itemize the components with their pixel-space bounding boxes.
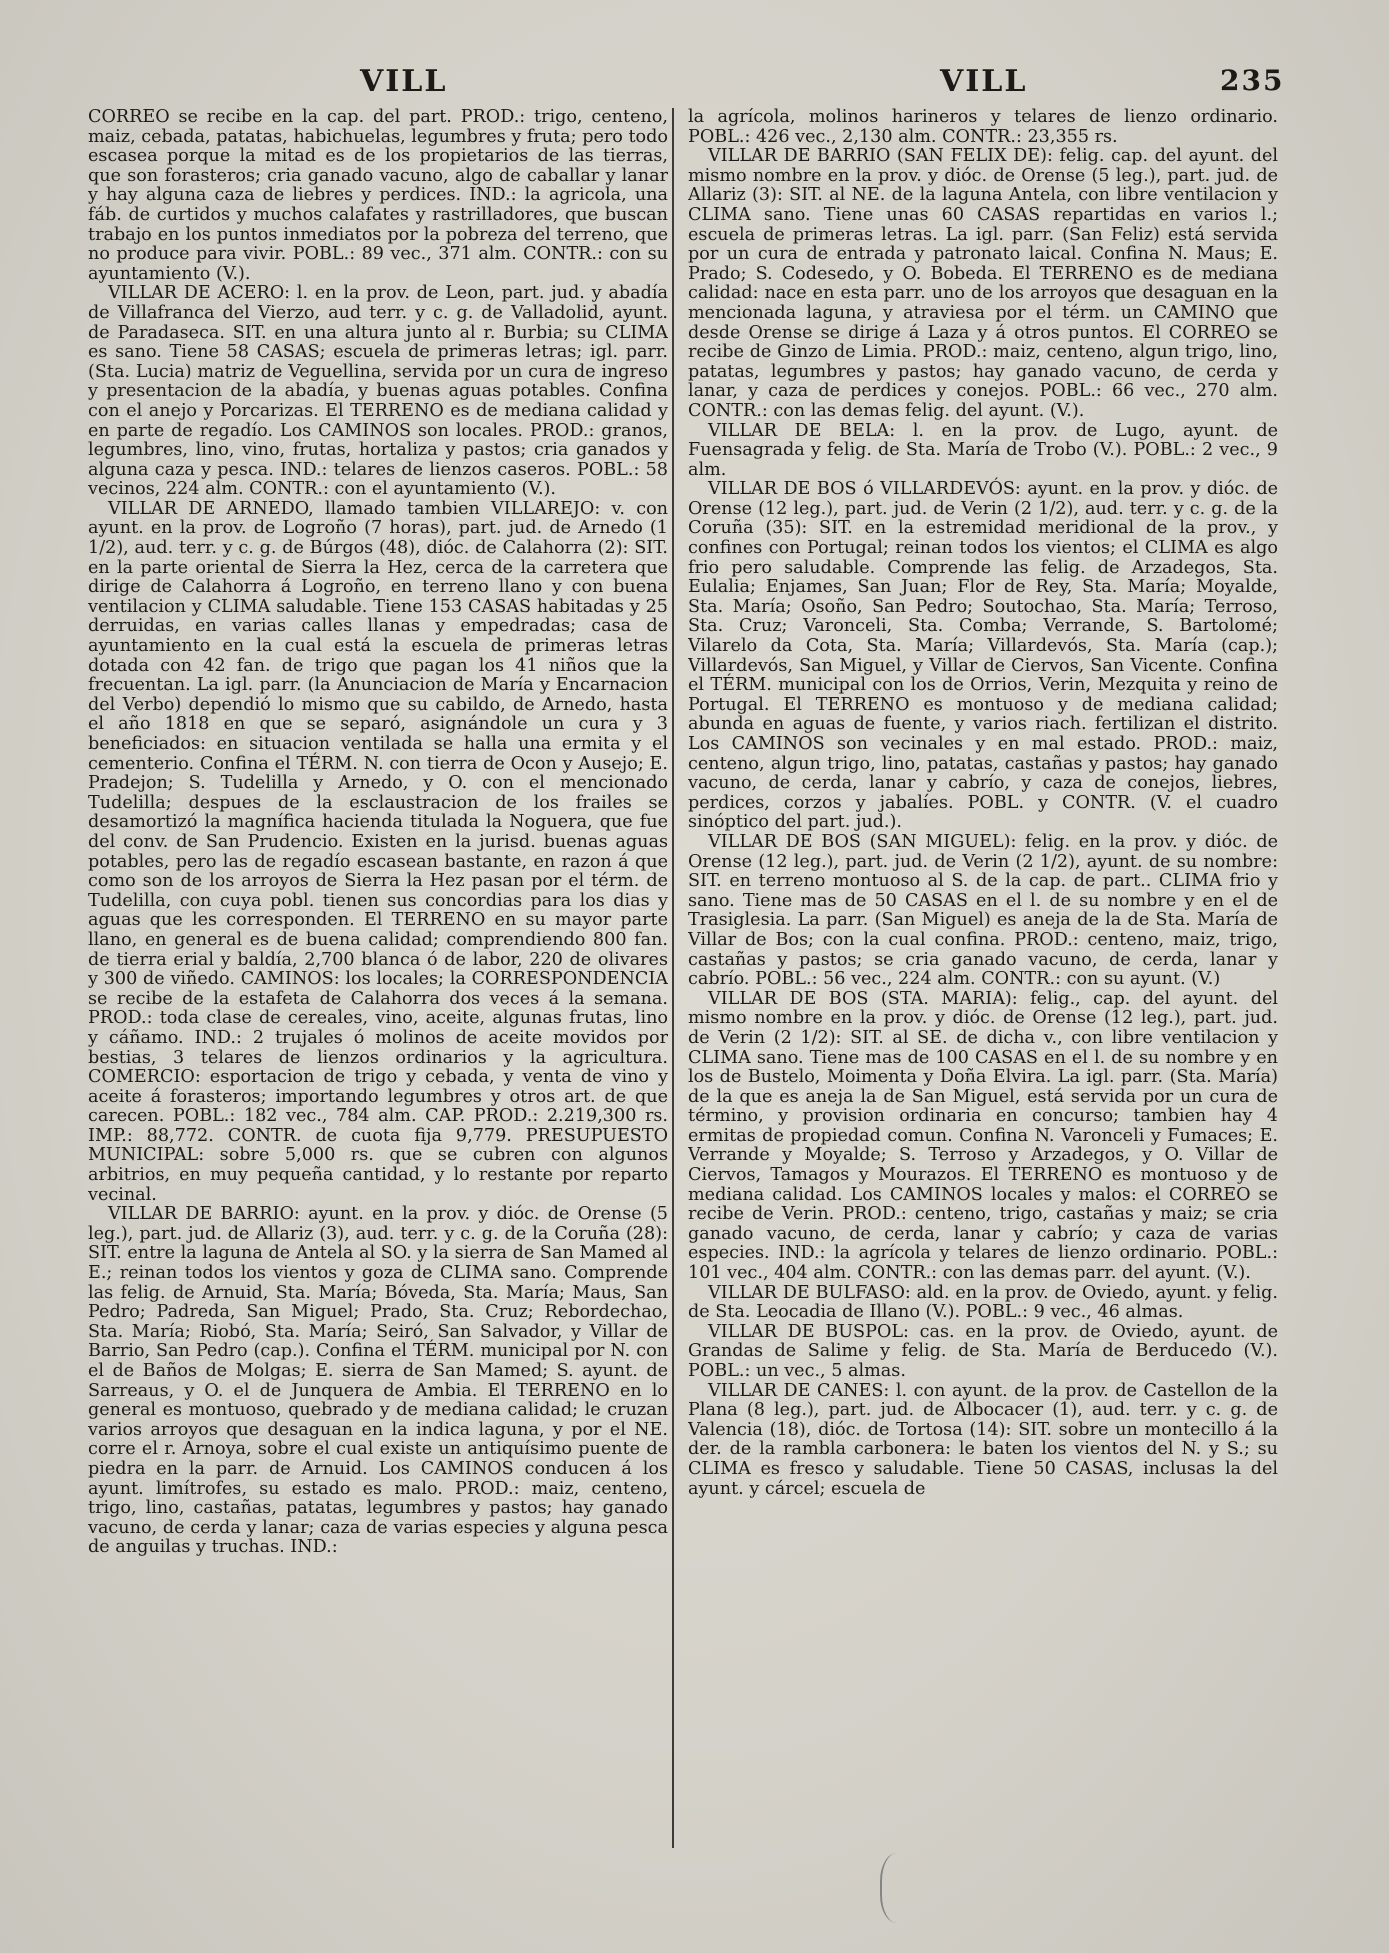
column-divider — [672, 108, 674, 1848]
paragraph: VILLAR DE BOS (STA. MARIA): felig., cap. del ayunt. del mismo nombre en la prov. y dióc. de Orense (12 leg.), part. jud. de Verin (2 1/2): SIT. al SE. de dicha v., con libre ventilacion y CLIMA sano. Tiene mas de 100 CASAS en el l. de su nombre y en los de Bustelo, Moimenta y Doña Elvira. La igl. parr. (Sta. María) de la que es aneja la de San Miguel, está servida por un cura de término, y provision ordinaria en concurso; tambien hay 4 ermitas de propiedad comun. Confina N. Varonceli y Fumaces; E. Verrande y Moyalde; S. Terroso y Arzadegos, y O. Villar de Ciervos, Tamagos y Mourazos. El TERRENO es montuoso y de mediana calidad. Los CAMINOS locales y malos: el CORREO se recibe de Verin. PROD.: centeno, trigo, castañas y maiz; se cria ganado vacuno, de cerda, lanar y cabrío; y caza de varias especies. IND.: la agrícola y telares de lienzo ordinario. POBL.: 101 vec., 404 alm. CONTR.: con las demas parr. del ayunt. (V.). — [688, 988, 1278, 1284]
paragraph: VILLAR DE BULFASO: ald. en la prov. de Oviedo, ayunt. y felig. de Sta. Leocadia de Illano (V.). POBL.: 9 vec., 46 almas. — [688, 1282, 1278, 1323]
paragraph: VILLAR DE BARRIO: ayunt. en la prov. y dióc. de Orense (5 leg.), part. jud. de Allariz (3), aud. terr. y c. g. de la Coruña (28): SIT. entre la laguna de Antela al SO. y la sierra de San Mamed al E.; reinan todos los vientos y goza de CLIMA sano. Comprende las felig. de Arnuid, Sta. María; Bóveda, Sta. María; Maus, San Pedro; Padreda, San Miguel; Prado, Sta. Cruz; Rebordechao, Sta. María; Riobó, Sta. María; Seiró, San Salvador, y Villar de Barrio, San Pedro (cap.). Confina el TÉRM. municipal por N. con el de Baños de Molgas; E. sierra de San Mamed; S. ayunt. de Sarreaus, y O. el de Junquera de Ambia. El TERRENO en lo general es montuoso, quebrado y de mediana calidad; le cruzan varios arroyos que desaguan en la indica laguna, y por el NE. corre el r. Arnoya, sobre el cual existe un antiquísimo puente de piedra en la parr. de Arnuid. Los CAMINOS conducen á los ayunt. limítrofes, su estado es malo. PROD.: maiz, centeno, trigo, lino, castañas, patatas, legumbres y pastos; hay ganado vacuno, de cerda y lanar; caza de varias especies y alguna pesca de anguilas y truchas. IND.: — [88, 1204, 668, 1558]
paragraph: VILLAR DE CANES: l. con ayunt. de la prov. de Castellon de la Plana (8 leg.), part. jud. de Albocacer (1), aud. terr. y c. g. de Valencia (18), dióc. de Tortosa (14): SIT. sobre un montecillo á la der. de la rambla carbonera: le baten los vientos del N. y S.; su CLIMA es fresco y saludable. Tiene 50 CASAS, inclusas la del ayunt. y cárcel; escuela de — [688, 1380, 1278, 1499]
paragraph: CORREO se recibe en la cap. del part. PROD.: trigo, centeno, maiz, cebada, patatas, habichuelas, legumbres y fruta; pero todo escasea porque la mitad es de los propietarios de las tierras, que son forasteros; cria ganado vacuno, algo de caballar y lanar y hay alguna caza de liebres y perdices. IND.: la agricola, una fáb. de curtidos y muchos calafates y rastrilladores, que buscan trabajo en los puntos inmediatos por la pobreza del terreno, que no produce para vivir. POBL.: 89 vec., 371 alm. CONTR.: con su ayuntamiento (V.). — [88, 108, 668, 284]
paragraph: VILLAR DE ACERO: l. en la prov. de Leon, part. jud. y abadía de Villafranca del Vierzo, aud terr. y c. g. de Valladolid, ayunt. de Paradaseca. SIT. en una altura junto al r. Burbia; su CLIMA es sano. Tiene 58 CASAS; escuela de primeras letras; igl. parr. (Sta. Lucia) matriz de Veguellina, servida por un cura de ingreso y presentacion de la abadía, y buenas aguas potables. Confina con el anejo y Porcarizas. El TERRENO es de mediana calidad y en parte de regadío. Los CAMINOS son locales. PROD.: granos, legumbres, lino, vino, frutas, hortaliza y pastos; cria ganados y alguna caza y pesca. IND.: telares de lienzos caseros. POBL.: 58 vecinos, 224 alm. CONTR.: con el ayuntamiento (V.). — [88, 283, 668, 500]
left-column — [88, 108, 668, 1868]
margin-pencil-mark — [880, 1853, 922, 1923]
paragraph: VILLAR DE BARRIO (SAN FELIX DE): felig. cap. del ayunt. del mismo nombre en la prov. y dióc. de Orense (5 leg.), part. jud. de Allariz (3): SIT. al NE. de la laguna Antela, con libre ventilacion y CLIMA sano. Tiene unas 60 CASAS repartidas en varios l.; escuela de primeras letras. La igl. parr. (San Feliz) está servida por un cura de entrada y patronato laical. Confina N. Maus; E. Prado; S. Codesedo, y O. Bobeda. El TERRENO es de mediana calidad: nace en esta parr. uno de los arroyos que desaguan en la mencionada laguna, y atraviesa por el térm. un CAMINO que desde Orense se dirige á Laza y á otros puntos. El CORREO se recibe de Ginzo de Limia. PROD.: maiz, centeno, algun trigo, lino, patatas, legumbres y pastos; hay ganado vacuno, de cerda y lanar, y caza de perdices y conejos. POBL.: 66 vec., 270 alm. CONTR.: con las demas felig. del ayunt. (V.). — [688, 146, 1278, 421]
right-column — [688, 108, 1278, 1868]
page-number: 235 — [1220, 64, 1285, 97]
paragraph: la agrícola, molinos harineros y telares de lienzo ordinario. POBL.: 426 vec., 2,130 alm. CONTR.: 23,355 rs. — [688, 108, 1278, 147]
running-header-left: VILL — [360, 64, 448, 99]
paragraph: VILLAR DE BOS ó VILLARDEVÓS: ayunt. en la prov. y dióc. de Orense (12 leg.), part. jud. de Verin (2 1/2), aud. terr. y c. g. de la Coruña (35): SIT. en la estremidad meridional de la prov., y confines con Portugal; reinan todos los vientos; el CLIMA es algo frio pero saludable. Comprende las felig. de Arzadegos, Sta. Eulalia; Enjames, San Juan; Flor de Rey, Sta. María; Moyalde, Sta. María; Osoño, San Pedro; Soutochao, Sta. María; Terroso, Sta. Cruz; Varonceli, Sta. Comba; Verrande, S. Bartolomé; Vilarelo da Cota, Sta. María; Villardevós, Sta. María (cap.); Villardevós, San Miguel, y Villar de Ciervos, San Vicente. Confina el TÉRM. municipal con los de Orrios, Verin, Mezquita y reino de Portugal. El TERRENO es montuoso y de mediana calidad; abunda en aguas de fuente, y varios riach. fertilizan el distrito. Los CAMINOS son vecinales y en mal estado. PROD.: maiz, centeno, algun trigo, lino, patatas, castañas y pastos; hay ganado vacuno, de cerda, lanar y cabrío, y caza de conejos, liebres, perdices, corzos y jabalíes. POBL. y CONTR. (V. el cuadro sinóptico del part. jud.). — [688, 479, 1278, 833]
paragraph: VILLAR DE BUSPOL: cas. en la prov. de Oviedo, ayunt. de Grandas de Salime y felig. de Sta. María de Berducedo (V.). POBL.: un vec., 5 almas. — [688, 1321, 1278, 1381]
running-header-right: VILL — [940, 64, 1028, 99]
paragraph: VILLAR DE ARNEDO, llamado tambien VILLAREJO: v. con ayunt. en la prov. de Logroño (7 horas), part. jud. de Arnedo (1 1/2), aud. terr. y c. g. de Búrgos (48), dióc. de Calahorra (2): SIT. en la parte oriental de Sierra la Hez, cerca de la carretera que dirige de Calahorra á Logroño, en terreno llano y con buena ventilacion y CLIMA saludable. Tiene 153 CASAS habitadas y 25 derruidas, en varias calles llanas y empedradas; casa de ayuntamiento en la cual está la escuela de primeras letras dotada con 42 fan. de trigo que pagan los 41 niños que la frecuentan. La igl. parr. (la Anunciacion de María y Encarnacion del Verbo) dependió lo mismo que su cabildo, de Arnedo, hasta el año 1818 en que se separó, asignándole un cura y 3 beneficiados: en situacion ventilada se halla una ermita y el cementerio. Confina el TÉRM. N. con tierra de Ocon y Ausejo; E. Pradejon; S. Tudelilla y Arnedo, y O. con el mencionado Tudelilla; despues de la esclaustracion de los frailes se desamortizó la magnífica hacienda titulada la Noguera, que fue del conv. de San Prudencio. Existen en la jurisd. buenas aguas potables, pero las de regadío escasean bastante, en razon á que como son de los arroyos de Sierra la Hez pasan por el térm. de Tudelilla, con cuya pobl. tienen sus concordias para los dias y aguas que les corresponden. El TERRENO en su mayor parte llano, en general es de buena calidad; comprendiendo 800 fan. de tierra erial y baldía, 2,700 blanca ó de labor, 220 de olivares y 300 de viñedo. CAMINOS: los locales; la CORRESPONDENCIA se recibe de la estafeta de Calahorra dos veces á la semana. PROD.: toda clase de cereales, vino, aceite, algunas frutas, lino y cáñamo. IND.: 2 trujales ó molinos de aceite movidos por bestias, 3 telares de lienzos ordinarios y la agricultura. COMERCIO: esportacion de trigo y cebada, y venta de vino y aceite á forasteros; importando legumbres y otros art. de que carecen. POBL.: 182 vec., 784 alm. CAP. PROD.: 2.219,300 rs. IMP.: 88,772. CONTR. de cuota fija 9,779. PRESUPUESTO MUNICIPAL: sobre 5,000 rs. que se cubren con algunos arbitrios, en muy pequeña cantidad, y lo restante por reparto vecinal. — [88, 498, 668, 1205]
paragraph: VILLAR DE BELA: l. en la prov. de Lugo, ayunt. de Fuensagrada y felig. de Sta. María de Trobo (V.). POBL.: 2 vec., 9 alm. — [688, 420, 1278, 480]
paragraph: VILLAR DE BOS (SAN MIGUEL): felig. en la prov. y dióc. de Orense (12 leg.), part. jud. de Verin (2 1/2), ayunt. de su nombre: SIT. en terreno montuoso al S. de la cap. de part.. CLIMA frio y sano. Tiene mas de 50 CASAS en el l. de su nombre y en el de Trasiglesia. La parr. (San Miguel) es aneja de la de Sta. María de Villar de Bos; con la cual confina. PROD.: centeno, maiz, trigo, castañas y pastos; se cria ganado vacuno, de cerda, lanar y cabrío. POBL.: 56 vec., 224 alm. CONTR.: con su ayunt. (V.) — [688, 831, 1278, 990]
